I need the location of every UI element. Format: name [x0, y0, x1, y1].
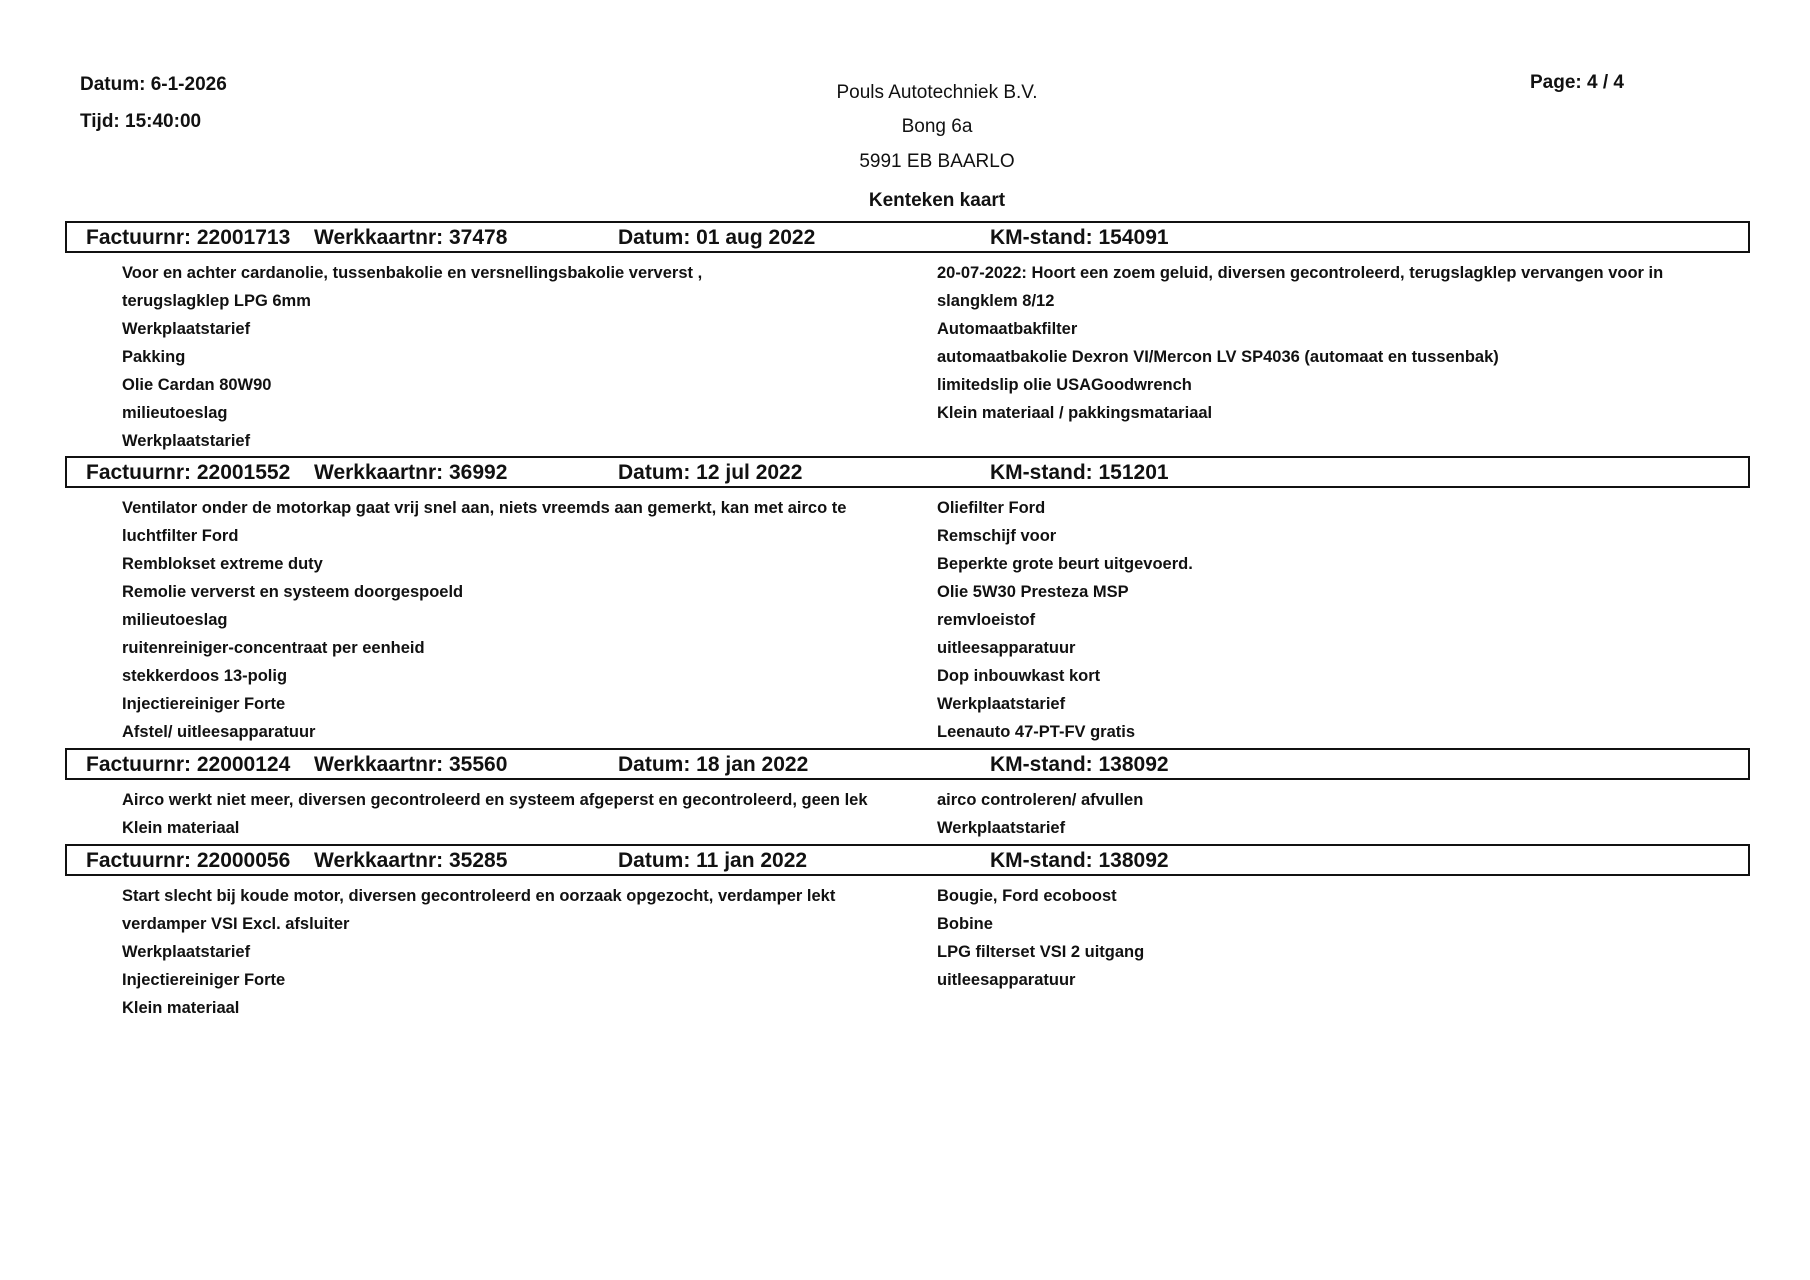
list-item: Voor en achter cardanolie, tussenbakolie en versnellingsbakolie ververst , [122, 264, 703, 282]
invoice-header [65, 748, 1750, 780]
list-item: 20-07-2022: Hoort een zoem geluid, diversen gecontroleerd, terugslagklep vervangen voor in [937, 264, 1664, 282]
list-item: Olie Cardan 80W90 [122, 376, 272, 394]
print-time: Tijd: 15:40:00 [80, 111, 202, 132]
page-title: Kenteken kaart [868, 190, 1006, 211]
list-item: Remblokset extreme duty [122, 555, 323, 573]
list-item: luchtfilter Ford [122, 527, 239, 545]
invoice-number: Factuurnr: 22000124 [86, 753, 291, 776]
list-item: Injectiereiniger Forte [122, 695, 286, 713]
invoice-header [65, 221, 1750, 253]
invoice-number: Factuurnr: 22001552 [86, 461, 291, 484]
invoice-date: Datum: 18 jan 2022 [618, 753, 809, 776]
invoice-items-left [122, 786, 868, 842]
print-date: Datum: 6-1-2026 [80, 74, 227, 95]
workcard-number: Werkkaartnr: 35560 [314, 753, 508, 776]
list-item: Airco werkt niet meer, diversen gecontroleerd en systeem afgeperst en gecontroleerd, geen lek [122, 791, 868, 809]
workcard-number: Werkkaartnr: 36992 [314, 461, 508, 484]
invoice-items-right [937, 259, 1663, 427]
invoice-header [65, 844, 1750, 876]
list-item: Werkplaatstarief [122, 432, 251, 450]
list-item: Pakking [122, 348, 186, 366]
list-item: Remolie ververst en systeem doorgespoeld [122, 583, 464, 601]
list-item: Klein materiaal [122, 819, 240, 837]
company-street: Bong 6a [901, 116, 973, 137]
list-item: Beperkte grote beurt uitgevoerd. [937, 555, 1193, 573]
list-item: uitleesapparatuur [937, 639, 1076, 657]
list-item: Olie 5W30 Presteza MSP [937, 583, 1129, 601]
km-reading: KM-stand: 151201 [990, 461, 1169, 484]
invoice-header [65, 456, 1750, 488]
list-item: stekkerdoos 13-polig [122, 667, 288, 685]
list-item: Klein materiaal / pakkingsmatariaal [937, 404, 1213, 422]
list-item: automaatbakolie Dexron VI/Mercon LV SP4036 (automaat en tussenbak) [937, 348, 1499, 366]
list-item: Remschijf voor [937, 527, 1057, 545]
list-item: milieutoeslag [122, 404, 228, 422]
km-reading: KM-stand: 138092 [990, 753, 1169, 776]
invoice-items-left [122, 494, 846, 746]
list-item: Werkplaatstarief [122, 320, 251, 338]
list-item: Dop inbouwkast kort [937, 667, 1101, 685]
list-item: slangklem 8/12 [937, 292, 1055, 310]
list-item: airco controleren/ afvullen [937, 791, 1144, 809]
invoice-number: Factuurnr: 22001713 [86, 226, 291, 249]
list-item: milieutoeslag [122, 611, 228, 629]
list-item: uitleesapparatuur [937, 971, 1076, 989]
list-item: Bobine [937, 915, 993, 933]
km-reading: KM-stand: 154091 [990, 226, 1169, 249]
invoice-items-right [937, 882, 1144, 994]
invoice-items-right [937, 494, 1193, 746]
list-item: remvloeistof [937, 611, 1036, 629]
list-item: Werkplaatstarief [937, 819, 1066, 837]
list-item: Leenauto 47-PT-FV gratis [937, 723, 1136, 741]
invoice-items-right [937, 786, 1143, 842]
list-item: Klein materiaal [122, 999, 240, 1017]
km-reading: KM-stand: 138092 [990, 849, 1169, 872]
list-item: terugslagklep LPG 6mm [122, 292, 311, 310]
list-item: Bougie, Ford ecoboost [937, 887, 1117, 905]
list-item: LPG filterset VSI 2 uitgang [937, 943, 1145, 961]
invoice-items-left [122, 259, 702, 455]
company-name: Pouls Autotechniek B.V. [836, 82, 1038, 103]
list-item: Automaatbakfilter [937, 320, 1078, 338]
workcard-number: Werkkaartnr: 35285 [314, 849, 508, 872]
invoice-date: Datum: 01 aug 2022 [618, 226, 816, 249]
list-item: Afstel/ uitleesapparatuur [122, 723, 316, 741]
list-item: verdamper VSI Excl. afsluiter [122, 915, 350, 933]
list-item: Ventilator onder de motorkap gaat vrij snel aan, niets vreemds aan gemerkt, kan met airco te [122, 499, 847, 517]
workcard-number: Werkkaartnr: 37478 [314, 226, 508, 249]
invoice-items-left [122, 882, 835, 1022]
list-item: Werkplaatstarief [122, 943, 251, 961]
list-item: limitedslip olie USAGoodwrench [937, 376, 1192, 394]
list-item: Injectiereiniger Forte [122, 971, 286, 989]
invoice-number: Factuurnr: 22000056 [86, 849, 291, 872]
list-item: Oliefilter Ford [937, 499, 1046, 517]
company-city: 5991 EB BAARLO [859, 151, 1015, 172]
invoice-date: Datum: 11 jan 2022 [618, 849, 808, 872]
list-item: ruitenreiniger-concentraat per eenheid [122, 639, 425, 657]
list-item: Werkplaatstarief [937, 695, 1066, 713]
page-number: Page: 4 / 4 [1530, 72, 1624, 93]
list-item: Start slecht bij koude motor, diversen gecontroleerd en oorzaak opgezocht, verdamper lekt [122, 887, 836, 905]
invoice-date: Datum: 12 jul 2022 [618, 461, 803, 484]
